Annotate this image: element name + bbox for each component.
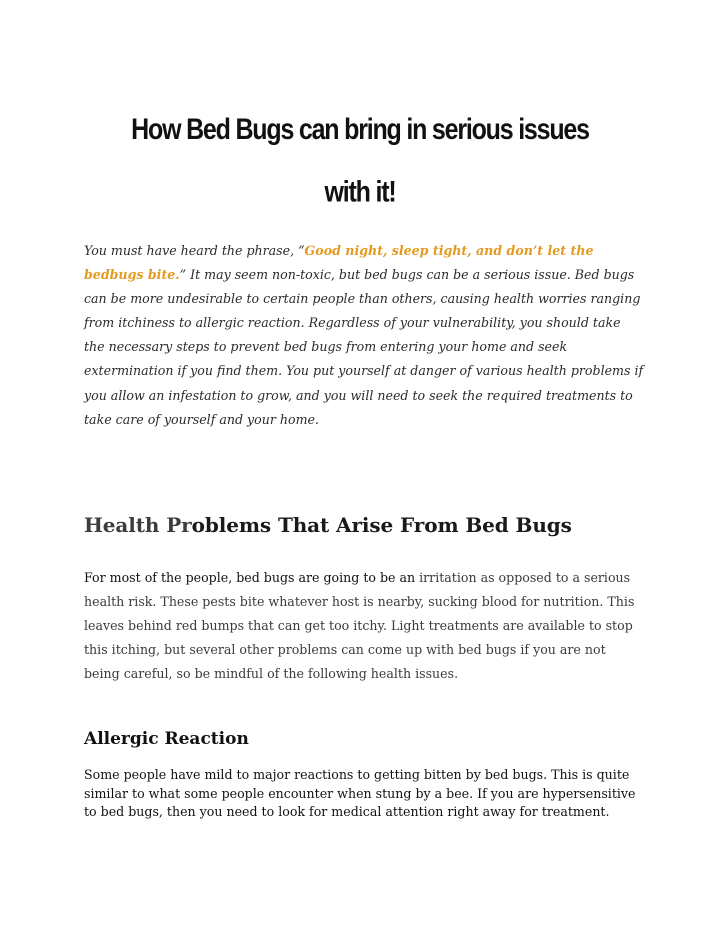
title-line-1: How Bed Bugs can bring in serious issues [131,112,589,146]
page-title [60,99,660,224]
section-heading-health-problems [84,510,572,540]
intro-after: ” It may seem non-toxic, but bed bugs can be a serious issue. Bed bugs can be more undesirable to certain people than others, causing health worries ranging from itchiness to allergic reaction. Regardless of your vulnerability, you should take the necessary steps to prevent bed bugs from entering your home and seek extermination if you find them. You put yourself at danger of various health problems if you allow an infestation to grow, and you will need to seek the required treatments to take care of yourself and your home. [84,267,644,427]
paragraph-rest-text: irritation as opposed to a serious health risk. These pests bite whatever host is nearby, sucking blood for nutrition. This leaves behind red bumps that can get too itchy. Light treatments are available to stop this itching, but several other problems can come up with bed bugs if you are not being careful, so be mindful of the following health issues. [84,570,635,682]
section-heading-allergic-reaction: Allergic Reaction [84,729,249,749]
heading-lead: Health Pr [84,513,192,537]
allergic-reaction-paragraph: Some people have mild to major reactions to getting bitten by bed bugs. This is quite similar to what some people encounter when stung by a bee. If you are hypersensitive to bed bugs, then you need to look for medical attention right away for treatment. [84,767,636,820]
paragraph-dark-text: For most of the people, bed bugs are going to be an [84,570,420,585]
intro-quote: Good night, sleep tight, and don’t let the bedbugs bite. [84,243,594,283]
intro-paragraph [84,239,644,432]
title-line-2: with it! [324,175,396,209]
intro-before: You must have heard the phrase, “ [84,243,305,258]
heading-rest: oblems That Arise From Bed Bugs [191,513,572,537]
health-problems-paragraph [84,566,644,686]
